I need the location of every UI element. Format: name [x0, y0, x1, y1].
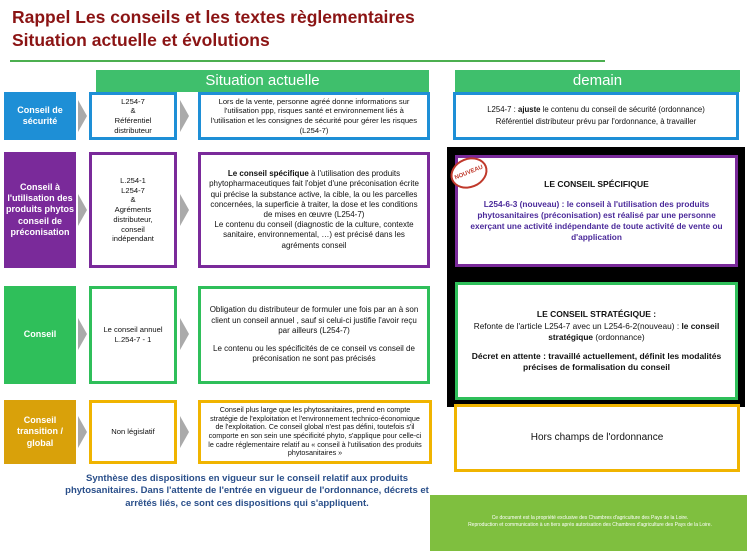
row-label-global: Conseil transition / global [4, 400, 76, 464]
ref-utilisation: L.254-1 L254-7 & Agréments distributeur, conseil indépendant [89, 152, 177, 268]
ref-global: Non législatif [89, 400, 177, 464]
page-subtitle: Situation actuelle et évolutions [12, 30, 270, 50]
current-utilisation-2: Le contenu du conseil (diagnostic de la culture, contexte sanitaire, environnemental, …) est précisé dans les agréments conseil [214, 220, 414, 250]
ref-securite: L254-7 & Référentiel distributeur [89, 92, 177, 140]
title-divider [10, 60, 605, 62]
page-title: Rappel Les conseils et les textes règlementaires [12, 7, 415, 27]
footer-text [440, 515, 740, 529]
footer-line2: Reproduction et communication à un tiers après autorisation des Chambres d'agriculture des Pays de la Loire. [468, 521, 712, 528]
future-conseil-text2: Décret en attente : travaillé actuellement, définit les modalités précises de formalisation du conseil [471, 350, 722, 372]
arrow-icon [78, 100, 87, 132]
header-future: demain [455, 70, 740, 92]
arrow-icon [180, 100, 189, 132]
future-securite-rest: le contenu du conseil de sécurité (ordonnance) [540, 105, 705, 115]
current-conseil [198, 286, 430, 384]
future-conseil-text1-end: (ordonnance) [593, 331, 645, 342]
future-conseil-text1: Refonte de l'article L254-7 avec un L254-6-2(nouveau) : [473, 321, 682, 332]
future-global: Hors champs de l'ordonnance [454, 404, 740, 472]
nouveau-badge: NOUVEAU [446, 152, 492, 194]
row-label-conseil: Conseil [4, 286, 76, 384]
future-conseil-text1-bold: le conseil stratégique [548, 321, 720, 342]
current-conseil-1: Obligation du distributeur de formuler une fois par an à son client un conseil annuel , sauf si celui-ci justifie l'avoir reçu par ailleurs (L254-7) [209, 305, 419, 335]
future-utilisation-text: L254-6-3 (nouveau) : le conseil à l'utilisation des produits phytosanitaires (préconisation) est réalisé par une personne exerçant une activité indépendante de toute activité de vente ou d'application [470, 199, 723, 242]
current-securite: Lors de la vente, personne agréé donne informations sur l'utilisation ppp, risques santé et environnement liés à l'utilisation et les consignes de sécurité pour gérer les risques (L254-7) [198, 92, 430, 140]
current-global: Conseil plus large que les phytosanitaires, prend en compte stratégie de l'exploitation et l'environnement technico-économique de l'exploitation. Ce conseil global n'est pas défini, toutefois s'il comporte en son sein une spécificité phyto, s'applique pour celle-ci le cadre réglementaire relatif au « conseil à l'utilisation des produits phytosanitaires » [198, 400, 432, 464]
future-securite-bold: ajuste [515, 105, 541, 115]
future-securite [453, 92, 739, 140]
arrow-icon [78, 194, 87, 226]
ref-conseil: Le conseil annuel L.254-7 - 1 [89, 286, 177, 384]
future-utilisation [455, 155, 738, 267]
arrow-icon [78, 318, 87, 350]
row-label-securite: Conseil de sécurité [4, 92, 76, 140]
synthesis-text: Synthèse des dispositions en vigueur sur le conseil relatif aux produits phytosanitaires. Dans l'attente de l'entrée en vigueur de l'ordonnance, décrets et arrêtés liés, ce sont ces dispositions qui s'appliquent. [65, 473, 429, 509]
future-conseil-title: LE CONSEIL STRATÉGIQUE : [536, 309, 657, 320]
footer-line1: Ce document est la propriété exclusive des Chambres d'agriculture des Pays de la Loire. [491, 515, 689, 521]
row-label-utilisation: Conseil à l'utilisation des produits phytos conseil de préconisation [4, 152, 76, 268]
future-securite-line2: Référentiel distributeur prévu par l'ordonnance, à travailler [495, 117, 697, 126]
future-utilisation-title: LE CONSEIL SPÉCIFIQUE [544, 179, 649, 190]
current-utilisation-bold: Le conseil spécifique [227, 169, 309, 179]
current-conseil-2: Le contenu ou les spécificités de ce conseil vs conseil de préconisation ne sont pas précisés [213, 344, 415, 364]
current-utilisation [198, 152, 430, 268]
arrow-icon [180, 416, 189, 448]
header-current: Situation actuelle [96, 70, 429, 92]
current-utilisation-rest: à l'utilisation des produits phytopharmaceutiques fait l'objet d'une préconisation écrite qui précise la substance active, la cible, la ou les parcelles concernées, la superficie à traiter, la dose et les conditions de mises en œuvre (L254-7) [209, 169, 419, 219]
arrow-icon [180, 194, 189, 226]
future-securite-ref: L254-7 : [487, 105, 516, 115]
future-conseil [455, 282, 738, 400]
arrow-icon [180, 318, 189, 350]
arrow-icon [78, 416, 87, 448]
